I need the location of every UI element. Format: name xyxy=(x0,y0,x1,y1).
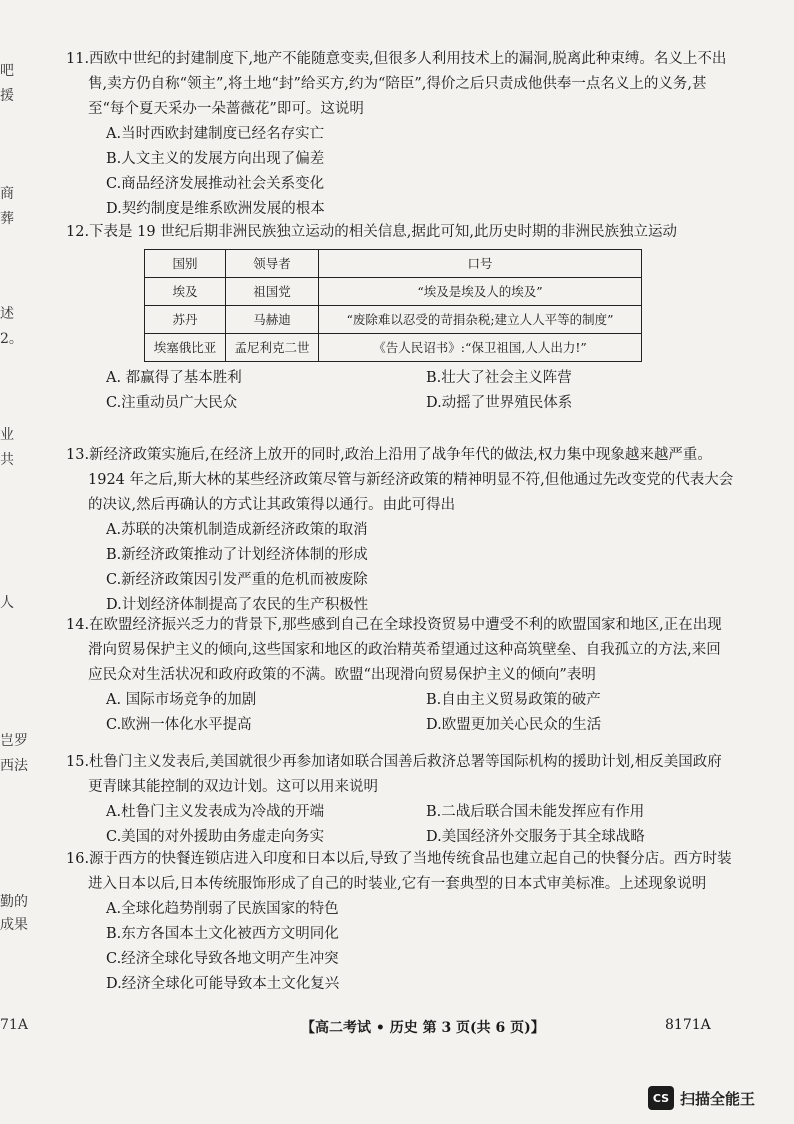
margin-fragment: 2。 xyxy=(0,331,23,347)
option-a: A. 都赢得了基本胜利 xyxy=(106,370,242,386)
option-c: C.商品经济发展推动社会关系变化 xyxy=(106,176,325,192)
option-list xyxy=(66,366,734,416)
table-cell: 埃及 xyxy=(145,278,226,306)
margin-fragment: 71A xyxy=(0,1017,28,1033)
info-table xyxy=(144,249,642,362)
option-list xyxy=(66,688,734,738)
margin-fragment: 葬 xyxy=(0,211,14,227)
option-a: A.全球化趋势削弱了民族国家的特色 xyxy=(106,901,339,917)
margin-fragment: 援 xyxy=(0,88,14,104)
table-row xyxy=(145,334,642,362)
margin-fragment: 西法 xyxy=(0,758,28,774)
table-cell: “埃及是埃及人的埃及” xyxy=(319,278,642,306)
option-d: D.计划经济体制提高了农民的生产积极性 xyxy=(106,597,369,613)
option-c: C.美国的对外援助由务虚走向务实 xyxy=(106,829,325,845)
table-header-row xyxy=(145,250,642,278)
option-c: C.欧洲一体化水平提高 xyxy=(106,717,252,733)
table-cell: “废除难以忍受的苛捐杂税;建立人人平等的制度” xyxy=(319,306,642,334)
margin-fragment: 岂罗 xyxy=(0,733,28,749)
question-13 xyxy=(66,443,734,618)
margin-fragment: 成果 xyxy=(0,917,28,933)
margin-fragment: 业 xyxy=(0,427,14,443)
option-b: B.新经济政策推动了计划经济体制的形成 xyxy=(106,547,368,563)
margin-fragment: 商 xyxy=(0,186,14,202)
option-a: A. 国际市场竞争的加剧 xyxy=(106,692,257,708)
question-stem: 15.杜鲁门主义发表后,美国就很少再参加诸如联合国善后救济总署等国际机构的援助计划,相反美国政府更青睐其能控制的双边计划。这可以用来说明 xyxy=(66,754,722,795)
table-row xyxy=(145,278,642,306)
watermark-label: 扫描全能王 xyxy=(680,1089,756,1108)
option-d: D.动摇了世界殖民体系 xyxy=(426,395,573,411)
option-b: B.壮大了社会主义阵营 xyxy=(426,370,572,386)
question-stem: 12.下表是 19 世纪后期非洲民族独立运动的相关信息,据此可知,此历史时期的非洲民族独立运动 xyxy=(66,224,677,240)
option-b: B.东方各国本土文化被西方文明同化 xyxy=(106,926,339,942)
option-a: A.当时西欧封建制度已经名存实亡 xyxy=(106,126,325,142)
question-stem: 16.源于西方的快餐连锁店进入印度和日本以后,导致了当地传统食品也建立起自己的快餐分店。西方时装进入日本以后,日本传统服饰形成了自己的时装业,它有一套典型的日本式审美标准。上述现象说明 xyxy=(66,851,732,892)
table-cell: 祖国党 xyxy=(226,278,319,306)
table-header-cell: 口号 xyxy=(319,250,642,278)
table-header-cell: 领导者 xyxy=(226,250,319,278)
option-c: C.经济全球化导致各地文明产生冲突 xyxy=(106,951,339,967)
option-b: B.人文主义的发展方向出现了偏差 xyxy=(106,151,325,167)
option-a: A.苏联的决策机制造成新经济政策的取消 xyxy=(106,522,368,538)
table-cell: 马赫迪 xyxy=(226,306,319,334)
option-list xyxy=(66,897,734,997)
table-header-cell: 国别 xyxy=(145,250,226,278)
table-row xyxy=(145,306,642,334)
option-b: B.自由主义贸易政策的破产 xyxy=(426,692,601,708)
question-stem: 13.新经济政策实施后,在经济上放开的同时,政治上沿用了战争年代的做法,权力集中现象越来越严重。1924 年之后,斯大林的某些经济政策尽管与新经济政策的精神明显不符,但他通过先改变党的代表大会的决议,然后再确认的方式让其政策得以通行。由此可得出 xyxy=(66,447,734,513)
option-list xyxy=(66,122,734,222)
question-15 xyxy=(66,750,734,850)
option-list xyxy=(66,518,734,618)
question-stem: 11.西欧中世纪的封建制度下,地产不能随意变卖,但很多人利用技术上的漏洞,脱离此种束缚。名义上不出售,卖方仍自称“领主”,将土地“封”给买方,约为“陪臣”,得价之后只责成他供奉一点名义上的义务,甚至“每个夏天采办一朵蔷薇花”即可。这说明 xyxy=(66,51,727,117)
option-b: B.二战后联合国未能发挥应有作用 xyxy=(426,804,645,820)
option-d: D.经济全球化可能导致本土文化复兴 xyxy=(106,976,340,992)
footer-page-info: 【高二考试 • 历史 第 3 页(共 6 页)】 xyxy=(301,1020,545,1036)
table-cell: 埃塞俄比亚 xyxy=(145,334,226,362)
option-d: D.美国经济外交服务于其全球战略 xyxy=(426,829,645,845)
question-stem: 14.在欧盟经济振兴乏力的背景下,那些感到自己在全球投资贸易中遭受不利的欧盟国家和地区,正在出现滑向贸易保护主义的倾向,这些国家和地区的政治精英希望通过这种高筑壁垒、自我孤立的方法,来回应民众对生活状况和政府政策的不满。欧盟“出现滑向贸易保护主义的倾向”表明 xyxy=(66,617,722,683)
option-c: C.新经济政策因引发严重的危机而被废除 xyxy=(106,572,368,588)
margin-fragment: 述 xyxy=(0,306,14,322)
question-11 xyxy=(66,47,734,222)
option-list xyxy=(66,800,734,850)
margin-fragment: 共 xyxy=(0,452,14,468)
scanner-watermark xyxy=(648,1086,755,1110)
margin-fragment: 吧 xyxy=(0,63,14,79)
table-cell: 孟尼利克二世 xyxy=(226,334,319,362)
question-12 xyxy=(66,220,734,416)
option-a: A.杜鲁门主义发表成为冷战的开端 xyxy=(106,804,325,820)
footer-exam-code: 8171A xyxy=(665,1017,711,1033)
margin-fragment: 人 xyxy=(0,595,14,611)
table-cell: 《告人民诏书》:“保卫祖国,人人出力!” xyxy=(319,334,642,362)
table-cell: 苏丹 xyxy=(145,306,226,334)
camscanner-logo-icon: CS xyxy=(648,1086,674,1110)
question-14 xyxy=(66,613,734,738)
question-16 xyxy=(66,847,734,997)
margin-fragment: 勤的 xyxy=(0,894,28,910)
option-d: D.契约制度是维系欧洲发展的根本 xyxy=(106,201,325,217)
option-c: C.注重动员广大民众 xyxy=(106,395,238,411)
option-d: D.欧盟更加关心民众的生活 xyxy=(426,717,602,733)
